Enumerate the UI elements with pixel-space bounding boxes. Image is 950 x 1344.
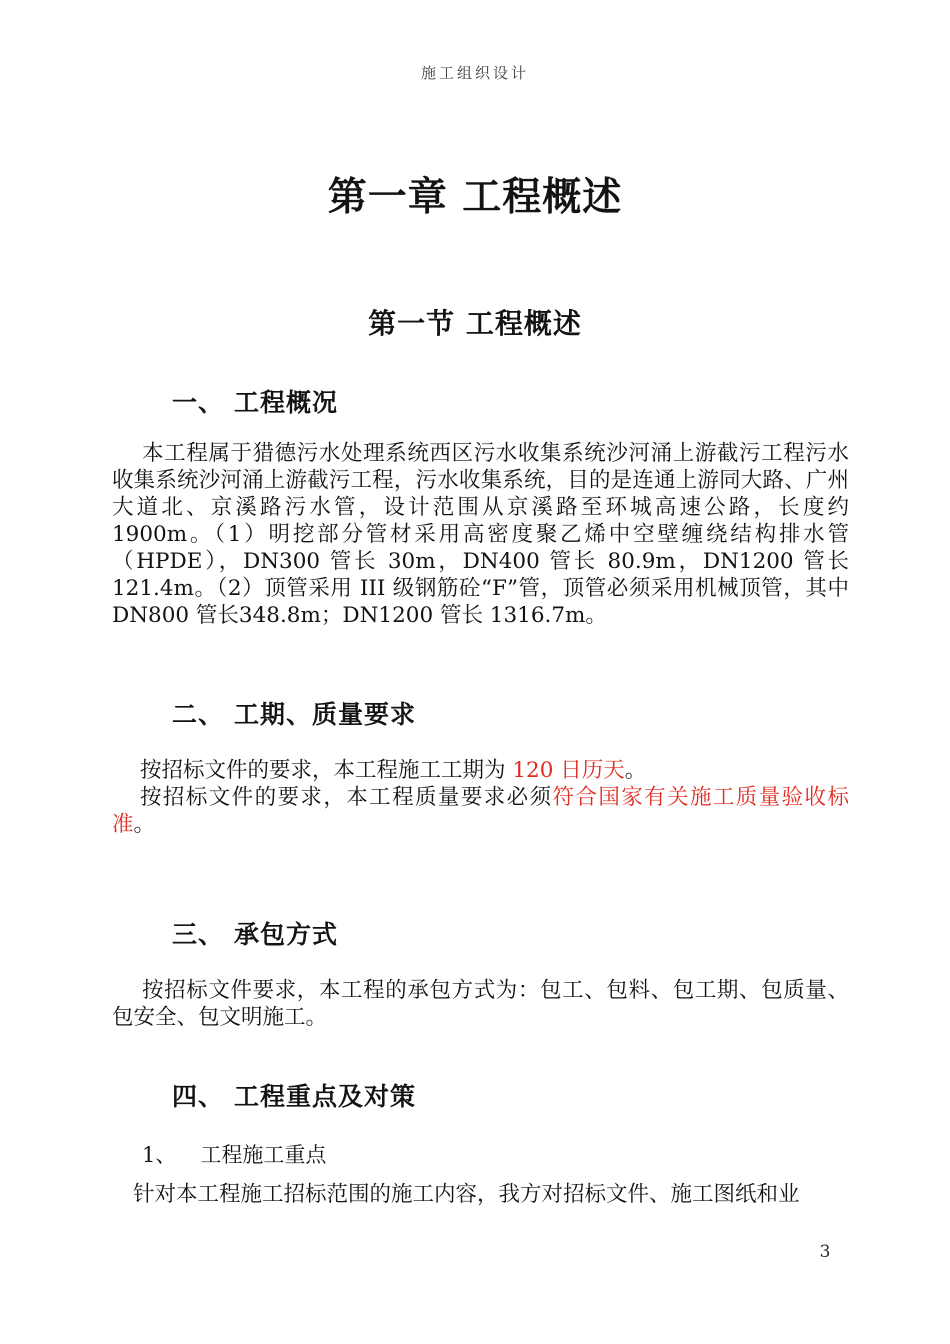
page-number: 3 bbox=[819, 1242, 831, 1262]
paragraph-key-points: 针对本工程施工招标范围的施工内容，我方对招标文件、施工图纸和业 bbox=[133, 1182, 800, 1207]
subitem-title: 工程施工重点 bbox=[200, 1143, 327, 1167]
paragraph-quality bbox=[112, 784, 849, 838]
paragraph-project-overview: 本工程属于猎德污水处理系统西区污水收集系统沙河涌上游截污工程污水收集系统沙河涌上游截污工程，污水收集系统，目的是连通上游同大路、广州大道北、京溪路污水管，设计范围从京溪路至环城高速公路，长度约1900m。（1）明挖部分管材采用高密度聚乙烯中空壁缠绕结构排水管（HPDE），DN300 管长 30m，DN400 管长 80.9m，DN1200 管长 121.4m。（2）顶管采用 III 级钢筋砼“F”管，顶管必须采用机械顶管，其中 DN800 管长348.8m；DN1200 管长 1316.7m。 bbox=[112, 441, 849, 628]
heading-schedule-quality bbox=[172, 695, 416, 731]
heading-title: 工程概况 bbox=[234, 388, 339, 417]
subitem-number: 1、 bbox=[142, 1143, 177, 1167]
duration-suffix: 。 bbox=[624, 758, 647, 783]
section-title: 第一节 工程概述 bbox=[368, 307, 582, 340]
heading-number: 三、 bbox=[172, 920, 225, 949]
chapter-title: 第一章 工程概述 bbox=[327, 174, 623, 220]
quality-suffix: 。 bbox=[133, 812, 156, 837]
heading-title: 工期、质量要求 bbox=[234, 700, 417, 729]
heading-contracting-method bbox=[172, 915, 338, 951]
heading-number: 二、 bbox=[172, 700, 225, 729]
quality-text: 按招标文件的要求，本工程质量要求必须 bbox=[140, 785, 553, 810]
paragraph-duration bbox=[112, 757, 849, 784]
subitem-construction-key-points bbox=[142, 1139, 326, 1169]
heading-number: 一、 bbox=[172, 388, 225, 417]
page-header: 施工组织设计 bbox=[420, 64, 529, 82]
quality-highlight: 符合国家有关施工质量验收标准 bbox=[112, 785, 849, 837]
heading-number: 四、 bbox=[172, 1082, 225, 1111]
heading-title: 工程重点及对策 bbox=[234, 1082, 417, 1111]
heading-key-points bbox=[172, 1077, 416, 1113]
heading-title: 承包方式 bbox=[234, 920, 339, 949]
duration-text: 按招标文件的要求，本工程施工工期为 bbox=[140, 758, 513, 783]
heading-project-overview bbox=[172, 383, 338, 419]
paragraph-contracting-method: 按招标文件要求，本工程的承包方式为：包工、包料、包工期、包质量、包安全、包文明施工。 bbox=[112, 978, 849, 1030]
paragraph-schedule-quality bbox=[112, 757, 849, 838]
duration-highlight: 120 日历天 bbox=[512, 758, 625, 783]
